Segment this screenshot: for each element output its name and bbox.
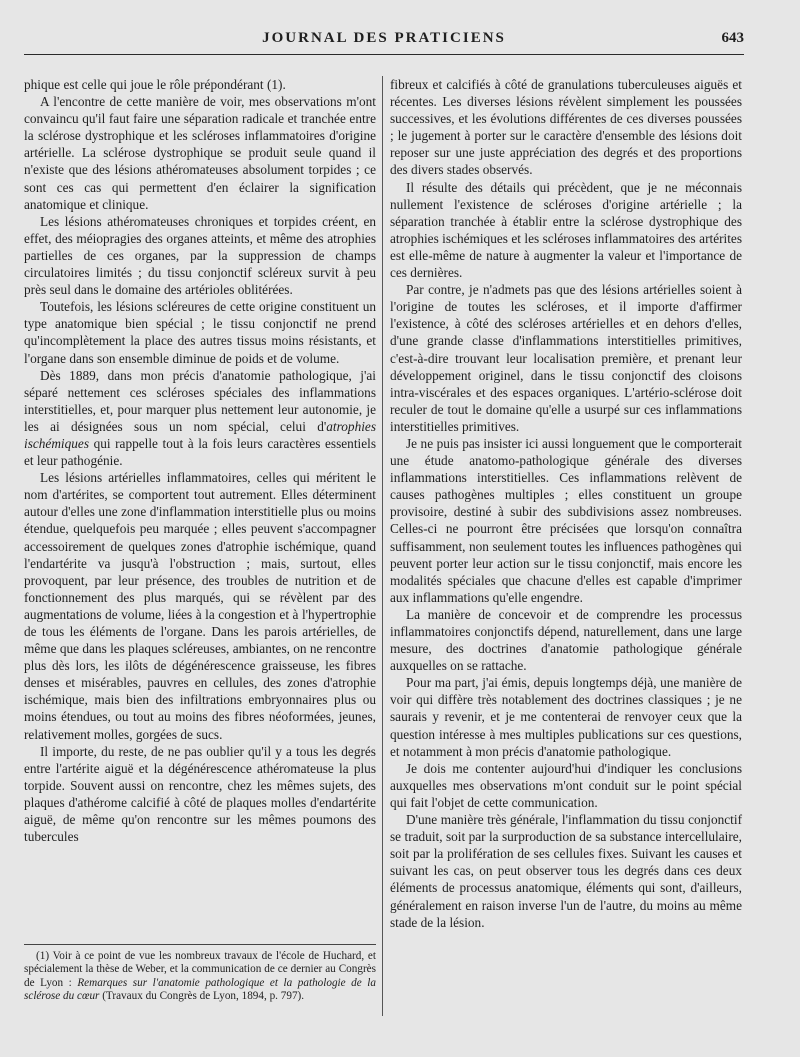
- footnote-prefix: (1) Voir à ce point de vue les nombreux travaux de l'école de Huchard, et spécialement la thèse de Weber, et la communication de ce dernier au Congrès de Lyon :: [24, 950, 376, 989]
- paragraph: Il résulte des détails qui précèdent, que je ne méconnais nullement l'existence de scléroses d'origine artérielle ; la séparation tranchée à établir entre la sclérose dystrophique des atrophies ischémiques et les scléroses inflammatoires des artérites est elle-même de nature à augmenter la valeur et l'importance de ces dernières.: [390, 179, 742, 281]
- paragraph: Il importe, du reste, de ne pas oublier qu'il y a tous les degrés entre l'artérite aiguë et la dégénérescence athéromateuse la plus torpide. Souvent aussi on rencontre, chez les mêmes sujets, des plaques d'athérome calcifié à côté de plaques molles d'endartérite aiguë, de même qu'on rencontre sur les mêmes poumons des tubercules: [24, 743, 376, 845]
- italic-term: atrophies ischémiques: [24, 418, 376, 451]
- right-column: [390, 76, 742, 931]
- paragraph: Je dois me contenter aujourd'hui d'indiquer les conclusions auxquelles mes observations m'ont conduit sur le point spécial qui fait l'objet de cette communication.: [390, 760, 742, 810]
- paragraph: phique est celle qui joue le rôle prépondérant (1).: [24, 77, 286, 92]
- footnote-suffix: (Travaux du Congrès de Lyon, 1894, p. 797).: [99, 990, 305, 1003]
- paragraph: Toutefois, les lésions scléreures de cette origine constituent un type anatomique bien spécial ; le tissu conjonctif ne prend qu'incomplètement la place des autres tissus moins résistants, et l'organe dans son ensemble diminue de poids et de volume.: [24, 299, 376, 366]
- paragraph: fibreux et calcifiés à côté de granulations tuberculeuses aiguës et récentes. Les diverses lésions révèlent simplement les poussées successives, et les évolutions différentes de ces diverses poussées ; le jugement à porter sur le caractère d'ensemble des lésions doit reposer sur une juste appréciation des degrés et des proportions des divers stades observés.: [390, 77, 742, 178]
- paragraph: Par contre, je n'admets pas que des lésions artérielles soient à l'origine de toutes les scléroses, et il importe d'affirmer l'existence, à côté des scléroses artérielles et en dehors d'elles, d'une grande classe d'inflammations interstitielles primitives, c'est-à-dire trouvant leur localisation première, et prenant leur développement originel, dans le tissu conjonctif des cloisons intra-viscérales et des espaces organiques. L'artério-sclérose doit reculer de tout le domaine qu'elle a usurpé sur ces inflammations interstitielles primitives.: [390, 282, 742, 434]
- journal-title: JOURNAL DES PRATICIENS: [262, 30, 506, 46]
- footnote: [24, 950, 376, 1004]
- column-divider: [382, 76, 383, 1016]
- footnote-text: [24, 950, 376, 1004]
- footnote-rule: [24, 944, 376, 945]
- paragraph: Les lésions artérielles inflammatoires, celles qui méritent le nom d'artérites, se comportent tout autrement. Elles déterminent autour d'elles une zone d'inflammation interstitielle plus ou moins étendue, quelquefois peu marquée ; elles peuvent s'accompagner accessoirement de quelques zones d'atrophie ischémique, quand l'endartérite va jusqu'à l'obstruction ; mais, surtout, elles provoquent, par leur présence, des troubles de nutrition et de fonctionnement des plus marqués, qui se révèlent par des augmentations de volume, liées à la congestion et à l'hypertrophie de tous les éléments de l'organe. Dans les parois artérielles, de même que dans les plaques scléreuses, ambiantes, on ne rencontre plus dès lors, les ilôts de dégénérescence graisseuse, les fibres denses et misérables, pauvres en cellules, des zones d'atrophie ischémique, mais bien des infiltrations embryonnaires plus ou moins étendues, ou tout au moins des fibres néoformées, jeunes, relativement molles, gorgées de sucs.: [24, 470, 376, 742]
- running-header: [24, 26, 744, 50]
- paragraph: Les lésions athéromateuses chroniques et torpides créent, en effet, des méiopragies des organes atteints, et même des atrophies partielles de ces organes, par la suppression de champs circulatoires limités ; du tissu conjonctif scléreux survit à peu près seul dans le domaine des artérioles oblitérées.: [24, 213, 376, 298]
- paragraph: Pour ma part, j'ai émis, depuis longtemps déjà, une manière de voir qui diffère très notablement des doctrines classiques ; je ne saurais y revenir, et je me contenterai de renvoyer ceux que la question intéresse à mes multiples publications sur ces questions, et notamment à mon précis d'anatomie pathologique.: [390, 675, 742, 759]
- footnote-italic-title: Remarques sur l'anatomie pathologique et la pathologie de la sclérose du cœur: [24, 976, 376, 1003]
- page-number: 643: [721, 30, 744, 46]
- paragraph: La manière de concevoir et de comprendre les processus inflammatoires conjonctifs dépend, naturellement, dans une large mesure, des doctrines d'anatomie pathologique générale auxquelles on se rattache.: [390, 606, 742, 674]
- paragraph-with-italic: Dès 1889, dans mon précis d'anatomie pathologique, j'ai séparé nettement ces scléroses spéciales des inflammations interstitielles, et, pour marquer plus nettement leur autonomie, je les ai désignées sous un nom spécial, celui d'atrophies ischémiques qui rappelle tout à la fois leurs caractères essentiels et leur pathogénie.: [24, 367, 376, 469]
- paragraph: A l'encontre de cette manière de voir, mes observations m'ont convaincu qu'il faut faire une séparation radicale et tranchée entre la sclérose dystrophique et les scléroses inflammatoires d'origine artérielle. La sclérose dystrophique se produit seule quand il n'existe que des lésions athéromateuses absolument torpides ; ce sont ces cas qui permettent d'en éclairer la signification anatomique et clinique.: [24, 94, 376, 212]
- header-rule: [24, 54, 744, 55]
- paragraph: D'une manière très générale, l'inflammation du tissu conjonctif se traduit, soit par la surproduction de sa substance intercellulaire, soit par la prolifération de ses cellules fixes. Suivant les causes et suivant les cas, on peut observer tous les degrés dans ces deux éléments de processus anatomique, éléments qui sont, d'ailleurs, généralement en raison inverse l'un de l'autre, du moins au même stade de la lésion.: [390, 812, 742, 930]
- left-column: [24, 76, 376, 845]
- paragraph: Je ne puis pas insister ici aussi longuement que le comporterait une étude anatomo-pathologique générale des diverses inflammations interstitielles. Ces inflammations relèvent de causes pathogènes multiples ; elles constituent un groupe provisoire, destiné à subir des subdivisions assez nombreuses. Celles-ci ne pourront être précisées que lorsqu'on connaîtra suffisamment, non seulement toutes les influences pathogènes qui peuvent porter leur action sur le tissu conjonctif, mais encore les modalités spéciales que chacune d'elles est capable d'imprimer aux inflammations qu'elle engendre.: [390, 435, 742, 605]
